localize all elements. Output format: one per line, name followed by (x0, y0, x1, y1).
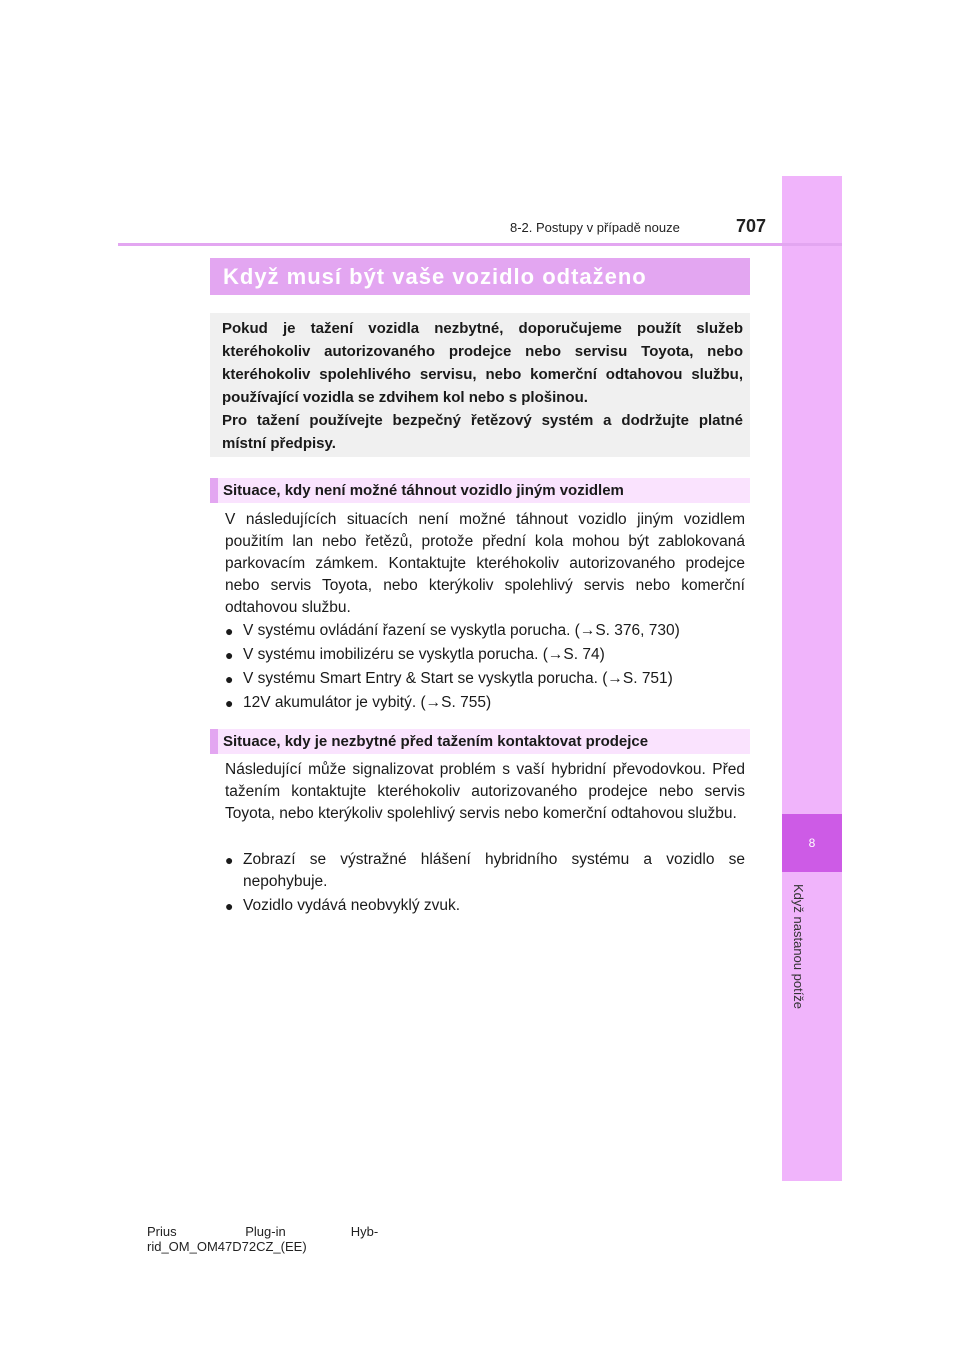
list-item (225, 644, 745, 666)
list-item-text: Vozidlo vydává neobvyklý zvuk. (243, 897, 461, 914)
list-item-text: V systému ovládání řazení se vyskytla porucha. (→S. 376, 730) (243, 622, 680, 639)
chapter-title: Když nastanou potíže (791, 884, 806, 1010)
footer-line: Prius Plug-in Hyb- (147, 1224, 379, 1239)
list-item-text: V systému imobilizéru se vyskytla porucha. (→S. 74) (243, 646, 605, 663)
header-section-title: 8-2. Postupy v případě nouze (510, 220, 680, 235)
bullet-icon: ● (225, 647, 234, 663)
list-item-text: 12V akumulátor je vybitý. (→S. 755) (243, 694, 492, 711)
list-item (225, 692, 745, 714)
list-item (225, 849, 745, 893)
footer (147, 1224, 378, 1254)
section-paragraph: Následující může signalizovat problém s vaší hybridní převodovkou. Před tažením kontaktujte kteréhokoliv autorizovaného prodejce nebo servis Toyota, nebo kterýkoliv spolehlivý servis nebo komerční odtahovou službu. (225, 761, 745, 822)
bullet-icon: ● (225, 623, 234, 639)
list-item-text: V systému Smart Entry & Start se vyskytla porucha. (→S. 751) (243, 670, 673, 687)
list-item (225, 895, 745, 917)
bullet-icon: ● (225, 898, 234, 914)
chapter-side-tab (782, 176, 842, 1181)
page-title: Když musí být vaše vozidlo odtaženo (210, 258, 750, 295)
footer-line: rid_OM_OM47D72CZ_(EE) (147, 1239, 307, 1254)
section-heading: Situace, kdy je nezbytné před tažením kontaktovat prodejce (210, 729, 750, 754)
page-number: 707 (736, 216, 767, 236)
intro-paragraph: Pro tažení používejte bezpečný řetězový systém a dodržujte platné místní předpisy. (222, 412, 743, 452)
bullet-icon: ● (225, 852, 234, 868)
list-item-text: Zobrazí se výstražné hlášení hybridního systému a vozidlo se nepohybuje. (243, 851, 745, 890)
header-divider (118, 243, 842, 246)
section-paragraph: V následujících situacích není možné táhnout vozidlo jiným vozidlem použitím lan nebo řetězů, protože přední kola mohou být zablokovaná parkovacím zámkem. Kontaktujte kteréhokoliv autorizovaného prodejce nebo servis Toyota, nebo kterýkoliv spolehlivý servis nebo komerční odtahovou službu. (225, 511, 745, 616)
list-item (225, 668, 745, 690)
chapter-number: 8 (782, 814, 842, 872)
list-item (225, 620, 745, 642)
bullet-icon: ● (225, 671, 234, 687)
intro-paragraph: Pokud je tažení vozidla nezbytné, doporučujeme použít služeb kteréhokoliv autorizovaného prodejce nebo servisu Toyota, nebo kteréhokoliv spolehlivého servisu, nebo komerční odtahovou službu, používající vozidla se zdvihem kol nebo s plošinou. (222, 320, 743, 406)
section-heading: Situace, kdy není možné táhnout vozidlo jiným vozidlem (210, 478, 750, 503)
intro-box (210, 313, 750, 457)
bullet-icon: ● (225, 695, 234, 711)
